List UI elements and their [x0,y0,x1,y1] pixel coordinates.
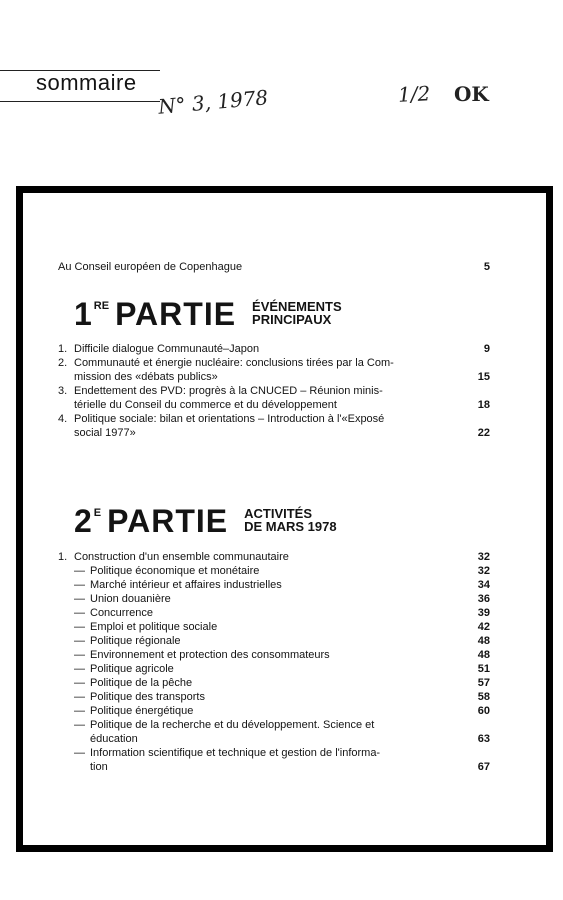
part1-superscript: RE [93,300,110,312]
item-number: 2. [58,357,68,369]
list-item: — Information scientifique et technique et gestion de l'informa- [58,746,490,760]
item-text: Politique régionale [90,635,181,647]
list-heading [58,550,490,564]
item-page: 57 [477,677,490,689]
list-item: — Politique agricole 51 [74,663,490,675]
item-text: Politique de la recherche et du développement. Science et [90,719,375,731]
handwritten-issue-number: N° 3, 1978 [157,85,270,119]
part1-subtitle-line2: PRINCIPAUX [252,312,332,327]
item-text: Concurrence [90,607,153,619]
part2-superscript: E [93,507,102,519]
list-item: — Politique de la pêche 57 [74,677,490,689]
list-item: — Politique de la recherche et du développement. Science et [58,718,490,732]
list-item [58,342,490,356]
item-text: Difficile dialogue Communauté–Japon [74,343,260,355]
part2-heading [74,505,337,537]
item-text: Politique des transports [90,691,205,703]
item-text: social 1977» [74,427,136,439]
item-number: 1. [58,551,68,563]
item-page: 36 [477,593,490,605]
item-text: Politique agricole [90,663,174,675]
list-item: — Emploi et politique sociale 42 [74,621,490,633]
item-text: tion [90,761,108,773]
item-text: Communauté et énergie nucléaire: conclusions tirées par la Com- [74,357,394,369]
item-text: Endettement des PVD: progrès à la CNUCED – Réunion minis- [74,385,383,397]
item-number: 1. [58,343,68,355]
item-page: 18 [477,399,490,411]
item-number: 3. [58,385,68,397]
item-text: Marché intérieur et affaires industrielles [90,579,282,591]
part1-subtitle [252,300,342,326]
item-page: 9 [483,343,490,355]
item-page: 67 [477,761,490,773]
list-item [58,356,490,370]
handwritten-ok: OK [454,82,489,106]
list-item [58,412,490,426]
item-text: Politique sociale: bilan et orientations – Introduction à l'«Exposé [74,413,385,425]
list-item: — Concurrence 39 [74,607,490,619]
part2-word: PARTIE [107,503,229,539]
item-page: 48 [477,635,490,647]
item-page: 15 [477,371,490,383]
item-page: 63 [477,733,490,745]
item-page: 32 [477,565,490,577]
part2-subtitle [244,507,336,533]
item-page: 34 [477,579,490,591]
list-item: — Union douanière 36 [74,593,490,605]
part1-word: PARTIE [115,296,237,332]
item-text: Politique de la pêche [90,677,193,689]
intro-text: Au Conseil européen de Copenhague [58,261,243,273]
item-text: Politique économique et monétaire [90,565,260,577]
part2-number: 2 [74,503,92,539]
item-text: Union douanière [90,593,171,605]
intro-entry [58,260,490,274]
intro-page: 5 [483,261,490,273]
item-text: Information scientifique et technique et gestion de l'informa- [90,747,381,759]
item-text: Construction d'un ensemble communautaire [74,551,289,563]
part2-list [58,550,490,774]
item-page: 32 [477,551,490,563]
part2-subtitle-line2: DE MARS 1978 [244,519,337,534]
item-text: Politique énergétique [90,705,194,717]
list-item: — Marché intérieur et affaires industrielles 34 [74,579,490,591]
part1-heading [74,298,342,330]
item-page: 60 [477,705,490,717]
item-page: 48 [477,649,490,661]
item-text: éducation [90,733,138,745]
item-text: Emploi et politique sociale [90,621,218,633]
item-page: 42 [477,621,490,633]
page-title: sommaire [36,70,137,95]
item-page: 58 [477,691,490,703]
item-text: Environnement et protection des consommateurs [90,649,330,661]
header-rule-bottom [0,101,160,102]
handwritten-note: 1/2 [397,81,431,107]
item-page: 39 [477,607,490,619]
list-item [58,384,490,398]
list-item: — Environnement et protection des consommateurs 48 [74,649,490,661]
part1-list [58,342,490,440]
list-item: — Politique économique et monétaire 32 [74,565,490,577]
part1-subtitle-line1: ÉVÉNEMENTS [252,299,342,314]
part2-subtitle-line1: ACTIVITÉS [244,506,313,521]
list-item: — Politique énergétique 60 [74,705,490,717]
list-item: — Politique des transports 58 [74,691,490,703]
part1-number: 1 [74,296,92,332]
item-page: 22 [477,427,490,439]
item-page: 51 [477,663,490,675]
list-item: — Politique régionale 48 [74,635,490,647]
item-text: mission des «débats publics» [74,371,218,383]
item-text: térielle du Conseil du commerce et du développement [74,399,337,411]
item-number: 4. [58,413,68,425]
